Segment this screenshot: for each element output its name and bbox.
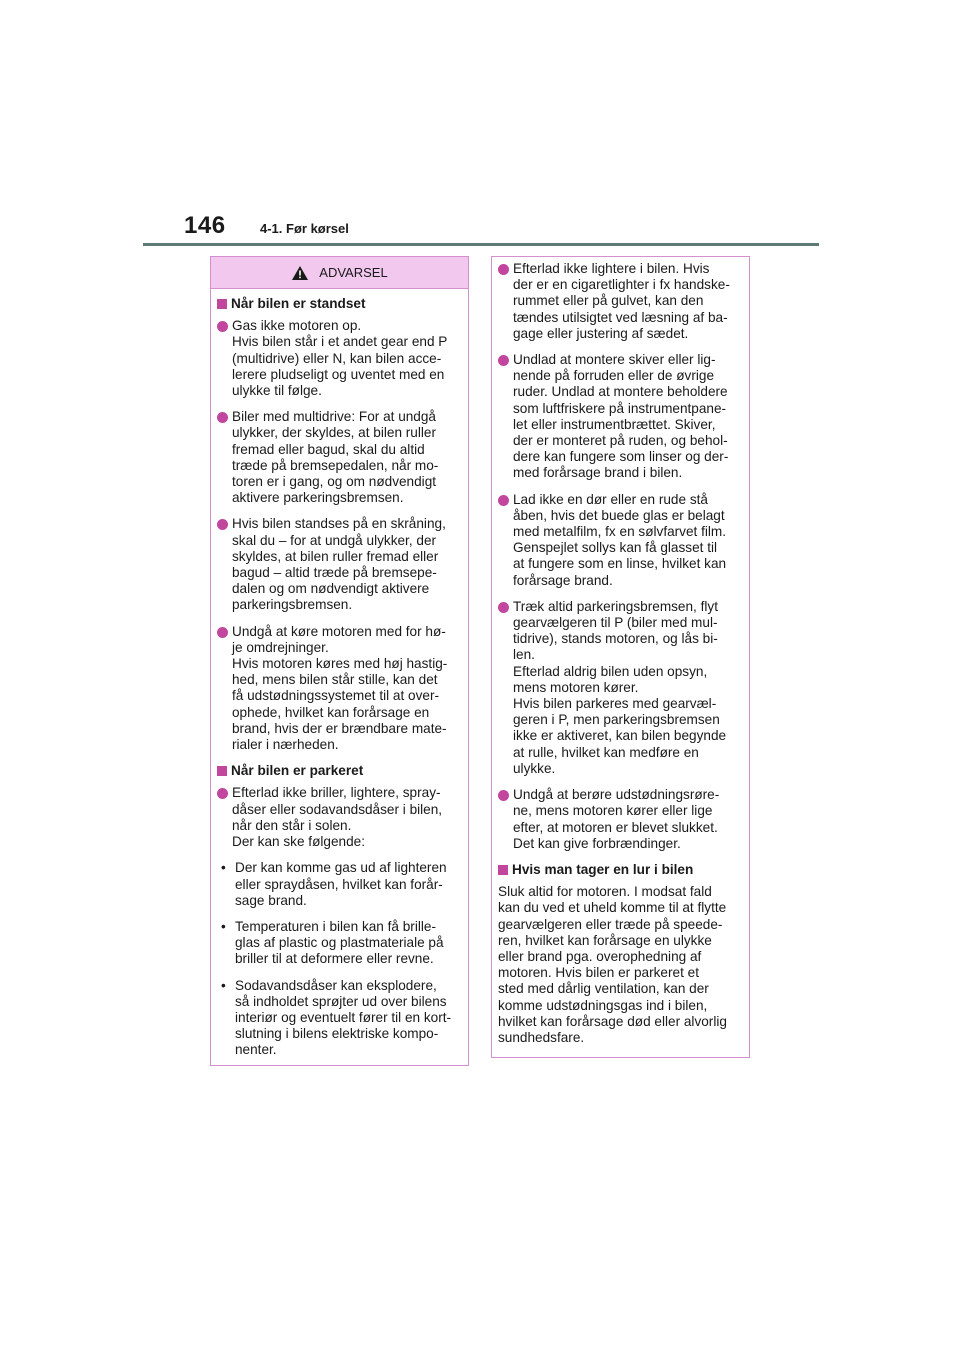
dash-item [217,860,463,909]
warning-content-left [211,289,468,1059]
list-item-text: Undgå at berøre udstødningsrøre- ne, mens motoren kører eller lige efter, at motoren er blevet slukket. Det kan give forbrændinger. [513,787,720,851]
subheading-text: Når bilen er standset [231,296,366,311]
dash-item-text: Der kan komme gas ud af lighteren eller spraydåsen, hvilket kan forår- sage brand. [235,860,447,908]
round-bullet-icon [498,355,509,366]
round-bullet-icon [217,412,228,423]
warning-label: ADVARSEL [319,265,388,280]
subheading-text: Når bilen er parkeret [231,763,364,779]
round-bullet-icon [498,790,509,801]
warning-header [211,257,468,289]
list-item [498,787,744,852]
list-item-text: Undgå at køre motoren med for hø- je omdrejninger. Hvis motoren køres med høj hastig- hed, mens bilen står stille, kan det få udstødningssystemet til at over- ophede, hvilket kan forårsage en brand, hvis der er brændbare mate- rialer i nærheden. [232,623,448,753]
subheading-text: Hvis man tager en lur i bilen [512,861,694,877]
round-bullet-icon [217,788,228,799]
subheading-lur [498,862,744,878]
round-bullet-icon [217,627,228,638]
square-bullet-icon [498,865,508,875]
page-number: 146 [184,212,226,239]
list-item [498,261,744,342]
list-item-text: Efterlad ikke briller, lightere, spray- dåser eller sodavandsdåser i bilen, når den står i solen. Der kan ske følgende: [232,785,443,850]
square-bullet-icon [217,766,227,776]
warning-content-right [492,257,749,1046]
round-bullet-icon [498,495,509,506]
list-item [217,318,463,399]
header-rule [143,243,819,246]
list-item-text: Biler med multidrive: For at undgå ulykker, der skyldes, at bilen ruller fremad eller bagud, skal du altid træde på bremsepedalen, når mo- toren er i gang, og om nødvendigt aktivere parkeringsbremsen. [232,409,439,506]
round-bullet-icon [217,321,228,332]
list-item-text: Træk altid parkeringsbremsen, flyt gearvælgeren til P (biler med mul- tidrive), stands motoren, og lås bi- len. Efterlad aldrig bilen uden opsyn, mens motoren kører. Hvis bilen parkeres med gearvæl- geren i P, men parkeringsbremsen ikke er aktiveret, kan bilen begynde at rulle, hvilket kan medføre en ulykke. [513,598,727,776]
list-item [217,785,463,850]
list-item [498,492,744,589]
square-bullet-icon [217,299,227,309]
list-item-text: Lad ikke en dør eller en rude stå åben, hvis det buede glas er belagt med metalfilm, fx en sølvfarvet film. Genspejlet sollys kan få glasset til at fungere som en linse, hvilket kan forårsage brand. [513,491,727,588]
round-bullet-icon [217,519,228,530]
paragraph: Sluk altid for motoren. I modsat fald kan du ved et uheld komme til at flytte gearvælgeren eller træde på speede- ren, hvilket kan forårsage en ulykke eller brand pga. overophedning af motoren. Hvis bilen er parkeret et sted med dårlig ventilation, kan der komme udstødningsgas ind i bilen, hvilket kan forårsage død eller alvorlig sundhedsfare. [498,884,727,1045]
round-bullet-icon [498,264,509,275]
dash-item [217,978,463,1059]
list-item-text: Hvis bilen standses på en skråning, skal du – for at undgå ulykker, der skyldes, at bilen ruller fremad eller bagud – altid træde på bremsepe- dalen og om nødvendigt aktivere parkeringsbremsen. [232,516,446,613]
list-item [498,352,744,482]
subheading-standset [217,296,463,312]
section-title: 4-1. Før kørsel [260,221,349,236]
list-item-text: Undlad at montere skiver eller lig- nende på forruden eller de øvrige ruder. Undlad at montere beholdere som luftfriskere på instrumentpane- let eller instrumentbrættet. Skiver, der er monteret på ruden, og behol- dere kan fungere som linser og der- med forårsage brand i bilen. [513,352,729,481]
list-item [217,409,463,506]
list-item [217,624,463,754]
warning-box [210,256,469,1066]
dash-item-text: Temperaturen i bilen kan få brille- glas af plastic og plastmateriale på briller til at deformere eller revne. [235,918,444,967]
dash-item-text: Sodavandsdåser kan eksplodere, så indholdet sprøjter ud over bilens interiør og eventuelt fører til en kort- slutning i bilens elektriske kompo- nenter. [235,977,452,1058]
list-item-text: Efterlad ikke lightere i bilen. Hvis der er en cigaretlighter i fx handske- rummet eller på gulvet, kan den tændes utilsigtet ved læsning af ba- gage eller justering af sædet. [513,261,730,341]
warning-box-continued [491,256,750,1058]
subheading-parkeret [217,763,463,779]
list-item-text: Gas ikke motoren op. Hvis bilen står i et andet gear end P (multidrive) eller N, kan bilen acce- lerere pludseligt og uventet med en ulykke til følge. [232,318,448,399]
dash-item [217,919,463,968]
list-item [498,599,744,777]
dash-bullet-icon: • [221,977,226,993]
list-item [217,516,463,613]
dash-bullet-icon: • [221,918,226,934]
round-bullet-icon [498,602,509,613]
dash-bullet-icon: • [221,860,226,876]
warning-triangle-icon [291,265,309,281]
